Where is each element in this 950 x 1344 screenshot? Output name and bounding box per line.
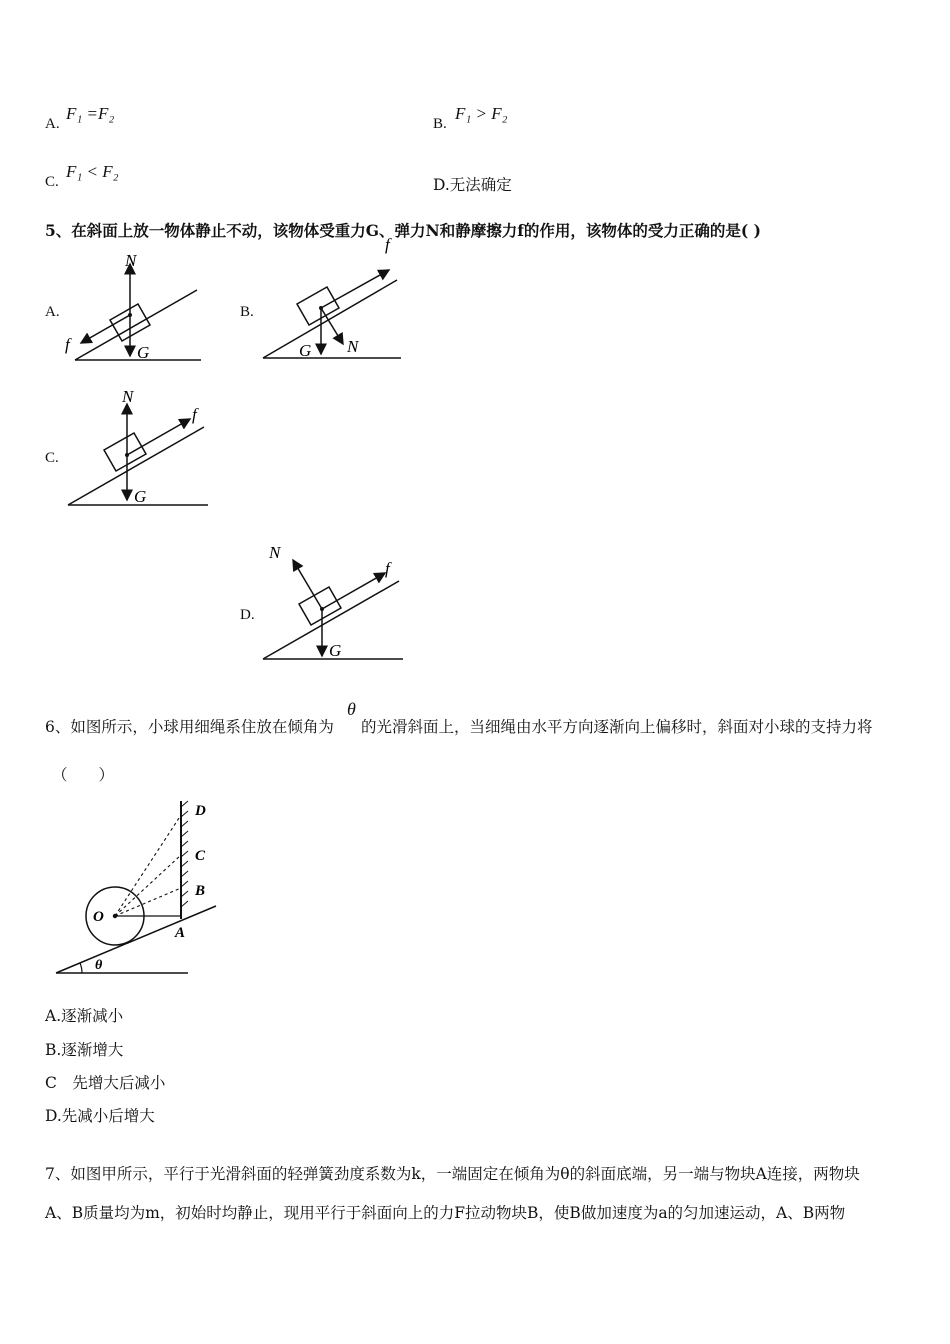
q6-option-b: B.逐渐增大 [45,1041,124,1059]
q6-option-c: C 先增大后减小 [45,1074,166,1092]
q6-label-theta: θ [95,958,103,973]
q4-option-a-label: A. [45,116,60,132]
q6-option-d: D.先减小后增大 [45,1107,155,1125]
q5-figure-c [60,384,220,510]
q5-figure-a [55,248,215,366]
q6-label-a: A [175,925,186,941]
q5-stem: 5、在斜面上放一物体静止不动，该物体受重力G、弹力N和静摩擦力f的作用，该物体的受力正确的是( ) [45,221,761,240]
q5a-label-g: G [137,343,150,362]
q5c-label-g: G [134,487,147,506]
q4-option-a-formula: F₁ =F₂ [66,104,115,123]
q5-option-d-label: D. [240,607,255,623]
q5d-label-g: G [329,641,342,660]
q5-option-c-label: C. [45,450,59,466]
q5-option-a-label: A. [45,304,60,320]
q7-stem-line2: A、B质量均为m，初始时均静止，现用平行于斜面向上的力F拉动物块B，使B做加速度为a的匀加速运动，A、B两物 [45,1204,846,1222]
q6-stem-theta: θ [347,699,356,719]
q6-stem-part2: 的光滑斜面上，当细绳由水平方向逐渐向上偏移时，斜面对小球的支持力将 [361,718,873,736]
q5-figure-d [255,538,415,664]
q5-option-b-label: B. [240,304,254,320]
q6-label-c: C [195,848,206,864]
q6-figure [50,795,230,980]
q5a-label-n: N [125,251,137,270]
q5c-label-f: f [192,405,197,424]
q6-label-d: D [195,803,206,819]
q5b-label-n: N [347,337,359,356]
q4-option-b-formula: F₁ > F₂ [455,104,508,123]
q4-option-b-label: B. [433,116,447,132]
q5c-label-n: N [122,387,134,406]
q5d-label-f: f [385,559,390,578]
q6-answer-blank: （ ） [52,766,115,784]
q4-option-d: D.无法确定 [433,176,512,194]
q6-option-a: A.逐渐减小 [45,1007,124,1025]
q5b-label-f: f [385,235,390,254]
q5b-label-g: G [299,341,312,360]
q4-option-c-formula: F₁ < F₂ [66,162,119,181]
q5-figure-b [255,232,415,364]
q6-stem-part1: 6、如图所示，小球用细绳系住放在倾角为 [45,718,334,736]
q5a-label-f: f [65,335,70,354]
q6-label-b: B [195,883,206,899]
q7-stem-line1: 7、如图甲所示，平行于光滑斜面的轻弹簧劲度系数为k，一端固定在倾角为θ的斜面底端，另一端与物块A连接，两物块 [45,1165,860,1183]
q6-label-o: O [93,909,104,925]
q5d-label-n: N [269,543,281,562]
q4-option-c-label: C. [45,174,59,190]
